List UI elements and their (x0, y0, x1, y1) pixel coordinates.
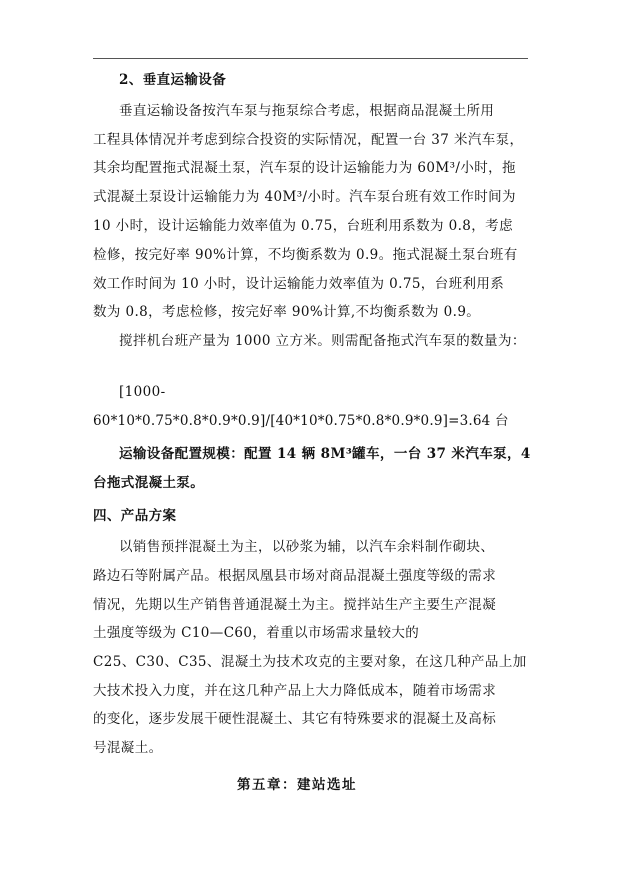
paragraph-line: 效工作时间为 10 小时，设计运输能力效率值为 0.75，台班利用系 (93, 276, 505, 292)
paragraph-line: 式混凝土泵设计运输能力为 40M³/小时。汽车泵台班有效工作时间为 (93, 189, 516, 205)
paragraph-line: 大技术投入力度，并在这几种产品上大力降低成本，随着市场需求 (93, 683, 497, 699)
formula-line: 60*10*0.75*0.8*0.9*0.9]/[40*10*0.75*0.8*0.9*0.9]=3.64 台 (93, 413, 509, 429)
paragraph-line: 垂直运输设备按汽车泵与拖泵综合考虑，根据商品混凝土所用 (119, 103, 495, 119)
section-heading-product-plan: 四、产品方案 (93, 508, 177, 524)
paragraph-line: 的变化，逐步发展干硬性混凝土、其它有特殊要求的混凝土及高标 (93, 711, 497, 727)
paragraph-line: 10 小时，设计运输能力效率值为 0.75，台班利用系数为 0.8，考虑 (93, 218, 513, 234)
paragraph-line: 路边石等附属产品。根据凤凰县市场对商品混凝土强度等级的需求 (93, 568, 497, 584)
paragraph-line: 检修，按完好率 90%计算，不均衡系数为 0.9。拖式混凝土泵台班有 (93, 247, 518, 263)
chapter-title: 第五章：建站选址 (237, 777, 357, 793)
section-heading-vertical-transport: 2、垂直运输设备 (119, 72, 227, 88)
config-summary-line: 台拖式混凝土泵。 (93, 475, 205, 491)
paragraph-line: 号混凝土。 (93, 740, 163, 756)
config-summary-line: 运输设备配置规模：配置 14 辆 8M³罐车，一台 37 米汽车泵，4 (119, 446, 531, 462)
paragraph-line: 工程具体情况并考虑到综合投资的实际情况，配置一台 37 米汽车泵， (93, 132, 524, 148)
paragraph-line: 以销售预拌混凝土为主，以砂浆为辅，以汽车余料制作砌块、 (119, 539, 495, 555)
paragraph-line: 情况，先期以生产销售普通混凝土为主。搅拌站生产主要生产混凝 (93, 597, 497, 613)
header-rule (93, 58, 528, 59)
paragraph-line: C25、C30、C35、混凝土为技术攻克的主要对象，在这几种产品上加 (93, 654, 527, 670)
paragraph-line: 搅拌机台班产量为 1000 立方米。则需配备拖式汽车泵的数量为： (119, 333, 526, 349)
paragraph-line: 土强度等级为 C10—C60，着重以市场需求量较大的 (93, 625, 420, 641)
formula-line: [1000- (119, 384, 166, 400)
paragraph-line: 数为 0.8，考虑检修，按完好率 90%计算,不均衡系数为 0.9。 (93, 304, 481, 320)
paragraph-line: 其余均配置拖式混凝土泵，汽车泵的设计运输能力为 60M³/小时，拖 (93, 160, 516, 176)
